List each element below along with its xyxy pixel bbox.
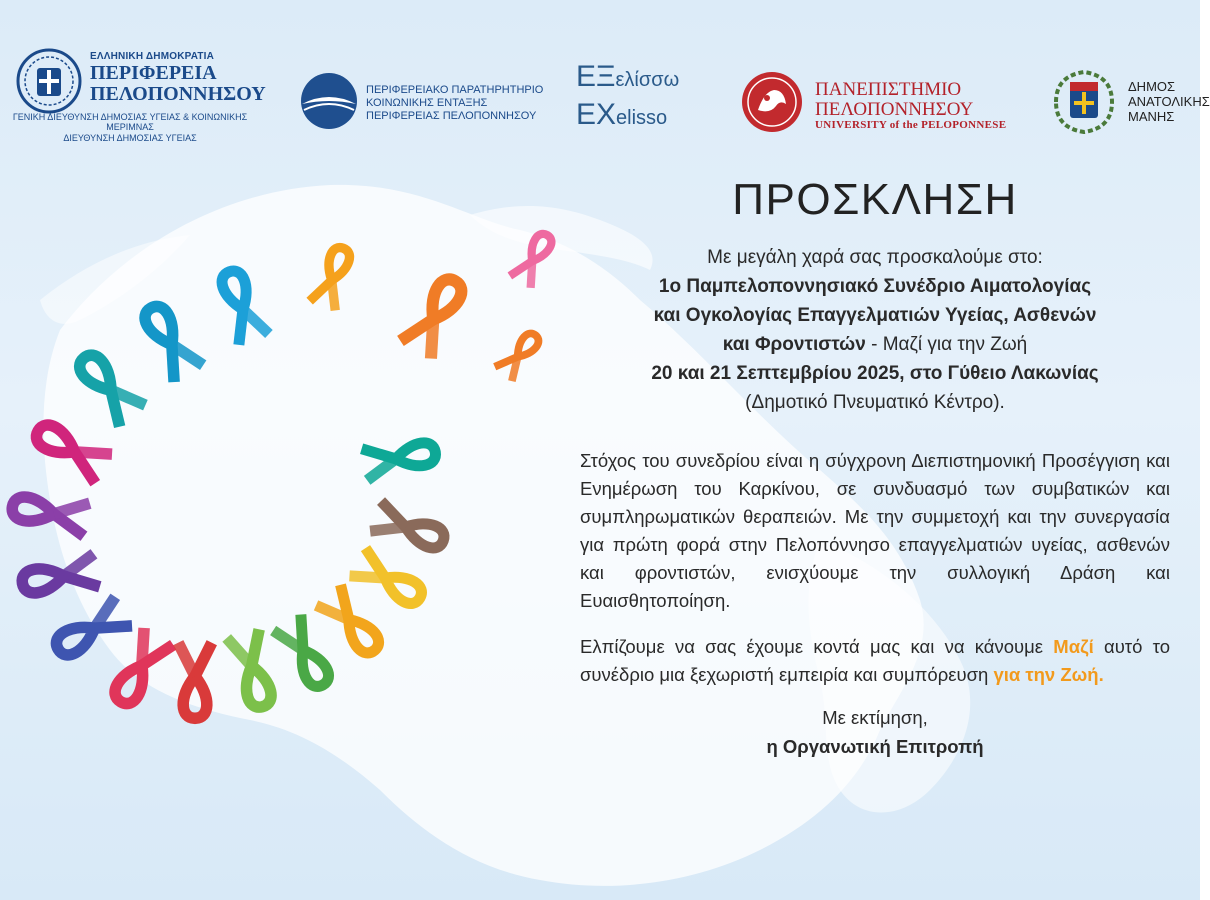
conference-title-line-3 (580, 330, 1170, 359)
awareness-ribbon (136, 300, 203, 382)
region-label-2: ΠΕΛΟΠΟΝΝΗΣΟΥ (90, 82, 266, 105)
conference-title-line-2: και Ογκολογίας Επαγγελματιών Υγείας, Ασθενών (653, 305, 1097, 326)
exelisso-logo (576, 62, 679, 130)
university-line-1: ΠΑΝΕΠΙΣΤΗΜΙΟ (815, 79, 962, 100)
awareness-ribbon (316, 585, 387, 661)
closing-text: Με εκτίμηση, (822, 707, 928, 728)
invitation-title: ΠΡΟΣΚΛΗΣΗ (732, 175, 1018, 224)
municipality-crest-logo (1048, 68, 1120, 141)
awareness-ribbon (349, 548, 427, 612)
organizing-committee: η Οργανωτική Επιτροπή (766, 736, 984, 757)
awareness-ribbon (273, 614, 337, 692)
awareness-ribbon (71, 347, 145, 427)
hope-text-2: αυτό το συνέδριο μια ξεχωριστή εμπειρία και συμπόρευση (580, 636, 1170, 685)
awareness-ribbon (495, 328, 545, 381)
observatory-line-3: ΠΕΡΙΦΕΡΕΙΑΣ ΠΕΛΟΠΟΝΝΗΣΟΥ (366, 110, 537, 123)
municipality-line-2: ΑΝΑΤΟΛΙΚΗΣ (1128, 93, 1210, 109)
awareness-ribbon (227, 629, 279, 711)
greek-emblem-logo (16, 48, 82, 119)
awareness-ribbon (370, 501, 449, 556)
highlight-for-life: για την Ζωή. (993, 664, 1104, 685)
highlight-together: Μαζί (1053, 636, 1094, 657)
event-date-location: 20 και 21 Σεπτεμβρίου 2025, στο Γύθειο Λακωνίας (651, 363, 1099, 384)
municipality-line-3: ΜΑΝΗΣ (1128, 108, 1175, 124)
directorate-public-health: ΔΙΕΥΘΥΝΣΗ ΔΗΜΟΣΙΑΣ ΥΓΕΙΑΣ (63, 132, 197, 143)
awareness-ribbon (178, 643, 212, 719)
university-english: UNIVERSITY of the PELOPONNESE (815, 118, 1007, 131)
event-announcement (580, 243, 1170, 417)
conference-title-bold: και Φροντιστών (722, 334, 866, 355)
observatory-line-1: ΠΕΡΙΦΕΡΕΙΑΚΟ ΠΑΡΑΤΗΡΗΤΗΡΙΟ (366, 84, 544, 96)
university-name (815, 80, 1006, 131)
directorate-general: ΓΕΝΙΚΗ ΔΙΕΥΘΥΝΣΗ ΔΗΜΟΣΙΑΣ ΥΓΕΙΑΣ & ΚΟΙΝΩΝΙΚΗΣ ΜΕΡΙΜΝΑΣ (12, 112, 248, 133)
hope-paragraph (580, 633, 1170, 689)
awareness-ribbon (400, 272, 470, 358)
awareness-ribbon (30, 416, 112, 483)
awareness-ribbon (214, 266, 269, 345)
invitation-content (580, 175, 1170, 761)
awareness-ribbon (50, 597, 132, 664)
municipality-line-1: ΔΗΜΟΣ (1128, 79, 1176, 94)
exelisso-gr-prefix: ΕΞ (576, 60, 616, 93)
region-label-1: ΠΕΡΙΦΕΡΕΙΑ (90, 61, 217, 84)
intro-line: Με μεγάλη χαρά σας προσκαλούμε στο: (707, 247, 1043, 268)
awareness-ribbon (20, 554, 100, 600)
observatory-logo (300, 72, 358, 135)
municipality-name (1128, 80, 1210, 125)
exelisso-en-text: elisso (616, 107, 668, 129)
conference-motto: - Μαζί για την Ζωή (865, 334, 1028, 355)
health-directorate (0, 112, 260, 143)
awareness-ribbon (510, 229, 558, 288)
state-label: ΕΛΛΗΝΙΚΗ ΔΗΜΟΚΡΑΤΙΑ (90, 51, 215, 62)
observatory-line-2: ΚΟΙΝΩΝΙΚΗΣ ΕΝΤΑΞΗΣ (366, 97, 488, 110)
awareness-ribbon (362, 436, 438, 480)
awareness-ribbon (106, 628, 173, 710)
signature-block (580, 703, 1170, 761)
observatory-name (366, 84, 543, 124)
region-name (90, 52, 266, 105)
awareness-ribbon (310, 244, 356, 311)
university-emblem-logo (740, 70, 804, 139)
exelisso-en-prefix: EX (576, 98, 617, 131)
logo-bar (0, 40, 1210, 150)
hope-text-1: Ελπίζουμε να σας έχουμε κοντά μας και να κάνουμε (580, 636, 1054, 657)
goal-paragraph: Στόχος του συνεδρίου είναι η σύγχρονη Διεπιστημονική Προσέγγιση και Ενημέρωση του Καρκίνου, σε συνδυασμό των συμβατικών και συμπληρωματικών θεραπειών. Με την συμμετοχή και την συνεργασία για πρώτη φορά στην Πελοπόννησο επαγγελματιών υγείας, ασθενών και φροντιστών, ενισχύουμε την συλλογική Δράση και Ευαισθητοποίηση. (580, 450, 1170, 611)
exelisso-gr-text: ελίσσω (615, 69, 680, 91)
awareness-ribbon (10, 490, 90, 536)
conference-title-line-1: 1ο Παμπελοποννησιακό Συνέδριο Αιματολογίας (658, 276, 1092, 297)
awareness-ribbons-illustration (0, 230, 580, 730)
university-line-2: ΠΕΛΟΠΟΝΝΗΣΟΥ (815, 98, 974, 120)
event-venue: (Δημοτικό Πνευματικό Κέντρο). (745, 392, 1005, 413)
